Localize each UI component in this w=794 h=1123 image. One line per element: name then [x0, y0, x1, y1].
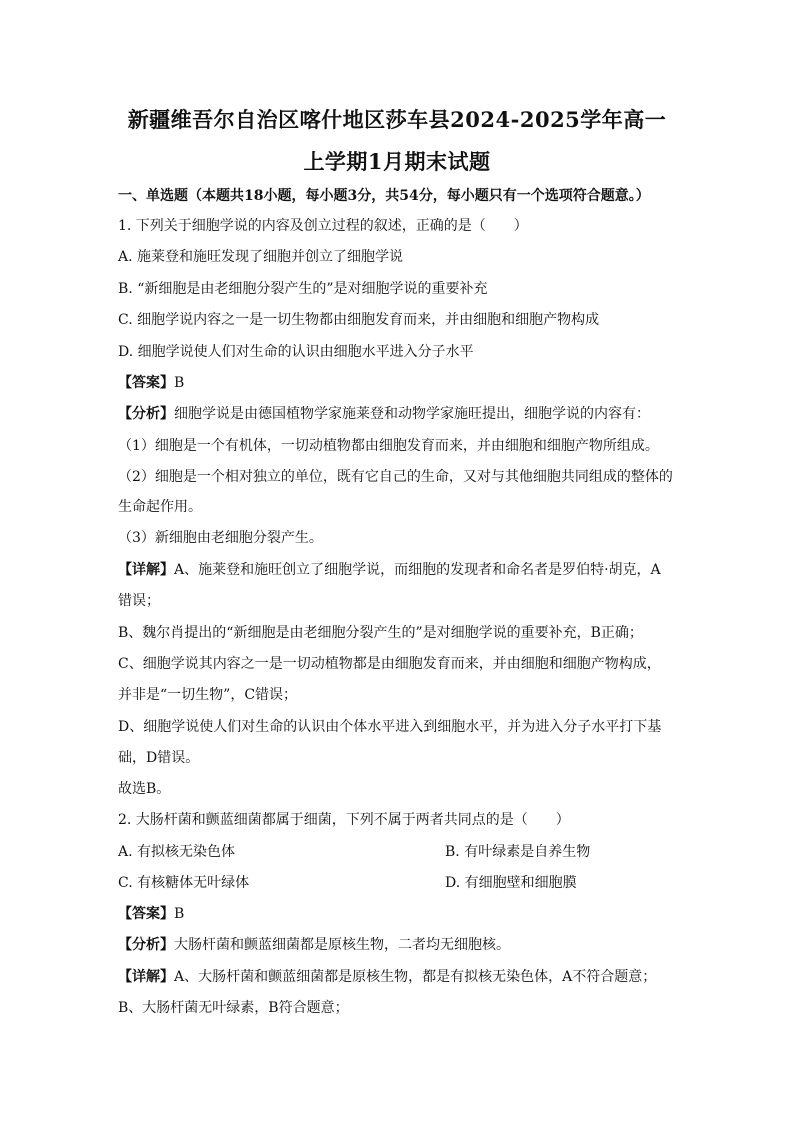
question-2-analysis [118, 935, 510, 955]
question-2-option-b: B. 有叶绿素是自养生物 [445, 844, 591, 860]
analysis-tag: 【分析】 [118, 937, 174, 953]
detail-line-5: 并非是“一切生物”，C错误； [118, 687, 298, 703]
analysis-point-2: （2）细胞是一个相对独立的单位，既有它自己的生命，又对与其他细胞共同组成的整体的 [118, 469, 673, 485]
answer-value: B [174, 375, 185, 391]
analysis-point-2-cont: 生命起作用。 [118, 499, 202, 515]
question-1-detail [118, 560, 661, 580]
document-title-line-1: 新疆维吾尔自治区喀什地区莎车县2024-2025学年高一 [127, 107, 667, 132]
analysis-text: 大肠杆菌和颤蓝细菌都是原核生物，二者均无细胞核。 [174, 937, 510, 953]
question-2-option-c: C. 有核糖体无叶绿体 [118, 875, 250, 891]
question-2-option-d: D. 有细胞壁和细胞膜 [445, 875, 577, 891]
detail-line-1: A、施莱登和施旺创立了细胞学说，而细胞的发现者和命名者是罗伯特·胡克，A [174, 562, 661, 578]
question-1-analysis [118, 404, 650, 424]
analysis-point-1: （1）细胞是一个有机体，一切动植物都由细胞发育而来，并由细胞和细胞产物所组成。 [118, 438, 659, 454]
question-1-option-d: D. 细胞学说使人们对生命的认识由细胞水平进入分子水平 [118, 344, 474, 360]
detail-line-3: B、魏尔肖提出的“新细胞是由老细胞分裂产生的”是对细胞学说的重要补充，B正确； [118, 625, 643, 641]
question-2-stem: 2. 大肠杆菌和颤蓝细菌都属于细菌，下列不属于两者共同点的是（ ） [118, 812, 570, 828]
detail-line-1: A、大肠杆菌和颤蓝细菌都是原核生物，都是有拟核无染色体，A不符合题意； [174, 969, 657, 985]
question-1-answer [118, 373, 184, 393]
question-1-option-b: B. “新细胞是由老细胞分裂产生的”是对细胞学说的重要补充 [118, 281, 488, 297]
question-1-option-a: A. 施莱登和施旺发现了细胞并创立了细胞学说 [118, 249, 404, 265]
question-1-stem: 1. 下列关于细胞学说的内容及创立过程的叙述，正确的是（ ） [118, 218, 528, 234]
detail-line-2: B、大肠杆菌无叶绿素，B符合题意； [118, 1000, 349, 1016]
answer-tag: 【答案】 [118, 375, 174, 391]
answer-tag: 【答案】 [118, 906, 174, 922]
document-title-line-2: 上学期1月期末试题 [303, 149, 491, 174]
analysis-tag: 【分析】 [118, 406, 174, 422]
question-2-option-a: A. 有拟核无染色体 [118, 844, 236, 860]
question-2-answer [118, 904, 184, 924]
analysis-text: 细胞学说是由德国植物学家施莱登和动物学家施旺提出，细胞学说的内容有： [174, 406, 650, 422]
detail-line-4: C、细胞学说其内容之一是一切动植物都是由细胞发育而来，并由细胞和细胞产物构成， [118, 656, 661, 672]
analysis-point-3: （3）新细胞由老细胞分裂产生。 [118, 530, 323, 546]
detail-line-7: 础，D错误。 [118, 750, 200, 766]
section-heading: 一、单选题（本题共18小题，每小题3分，共54分，每小题只有一个选项符合题意。） [118, 188, 650, 204]
question-2-detail [118, 967, 656, 987]
question-1-option-c: C. 细胞学说内容之一是一切生物都由细胞发育而来，并由细胞和细胞产物构成 [118, 312, 600, 328]
answer-value: B [174, 906, 185, 922]
detail-line-8: 故选B。 [118, 781, 171, 797]
detail-tag: 【详解】 [118, 969, 174, 985]
detail-line-6: D、细胞学说使人们对生命的认识由个体水平进入到细胞水平，并为进入分子水平打下基 [118, 719, 662, 735]
detail-tag: 【详解】 [118, 562, 174, 578]
detail-line-2: 错误； [118, 593, 160, 609]
